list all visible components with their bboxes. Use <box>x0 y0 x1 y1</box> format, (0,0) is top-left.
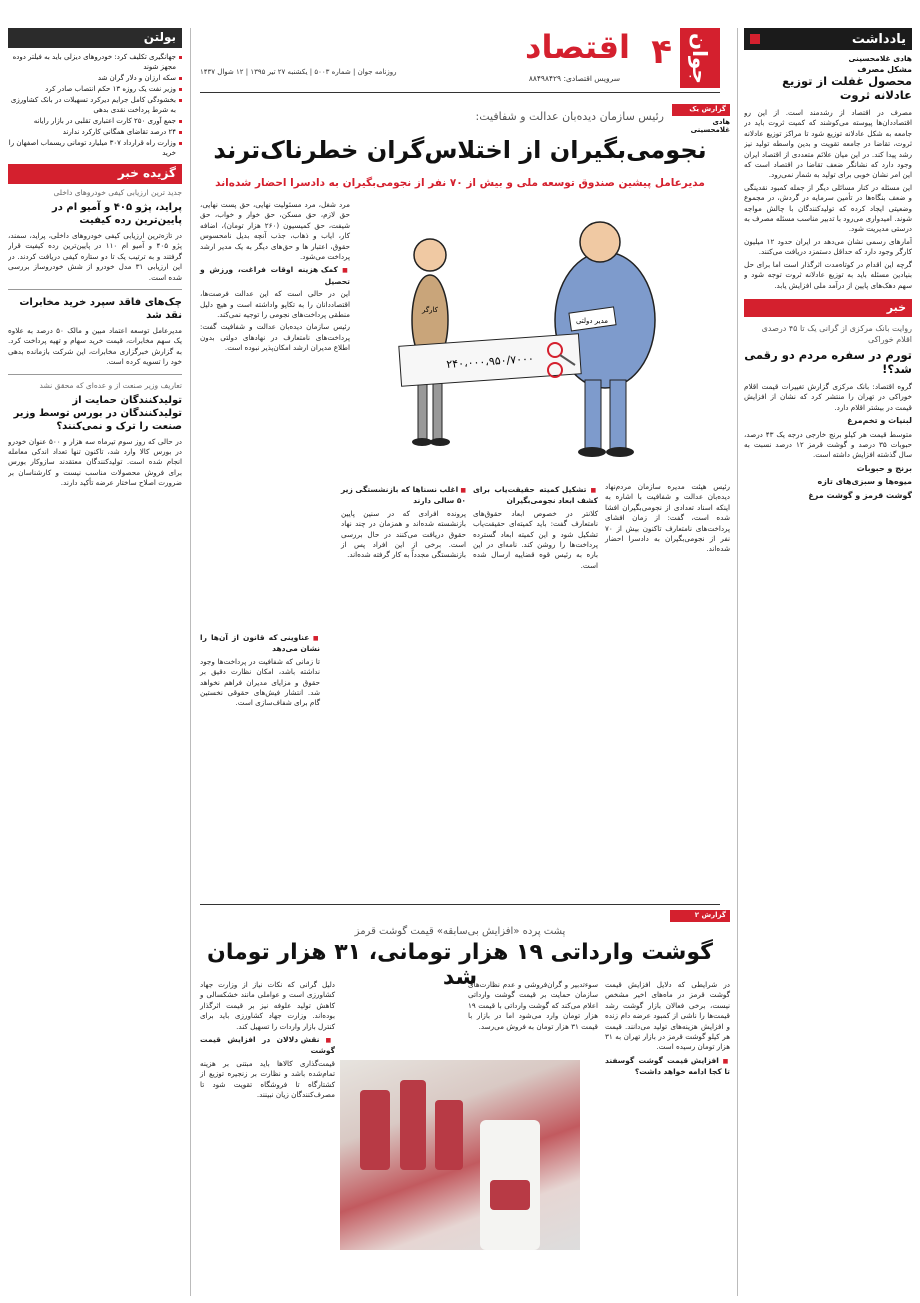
paragraph: کلانتر در خصوص ابعاد حقوق‌های نامتعارف گفت: باید کمیته‌ای حقیقت‌یاب تشکیل شود و این کمیته ابعاد گسترده پرداخت‌ها را روشن کند. نامه‌ای در این باره به رئیس قوه قضاییه ارسال شده است. <box>473 508 598 570</box>
story1-column <box>473 482 598 902</box>
paragraph: مرد شغل، مرد مسئولیت نهایی، حق پست نهایی، حق لازم، حق مسکن، حق خوار و خواب، حق شیفت، حق کمیسیون (۲۶۰ هزار تومان)، اضافه کار، ایاب و ذهاب، جذب آنچه بدیل نامحسوس حقوق، اعتبار ها و حق‌های دیگر به یک مدیر ارشد پرداخت می‌شود. <box>200 200 350 262</box>
report-author: هادی غلامحسینی <box>690 118 730 134</box>
digest-item-title[interactable]: تولیدکنندگان حمایت از تولیدکنندگان در بورس توسط وزیر صنعت را ترک و نمی‌کنند؟ <box>13 394 182 432</box>
story2-column <box>605 980 730 1270</box>
story1-side-text <box>200 200 350 620</box>
cartoon-cheque-amount: ۲۴۰،۰۰۰،۹۵۰/۷۰۰۰ <box>445 351 535 372</box>
digest-banner: گزیده خبر <box>8 164 182 184</box>
section-subhead: ■ نقش دلالان در افزایش قیمت گوشت <box>200 1035 335 1057</box>
bulletin-list <box>8 52 182 158</box>
paragraph: رئیس هیئت مدیره سازمان مردم‌نهاد دیده‌بان عدالت و شفافیت با اشاره به اینکه اسناد تعدادی از نجومی‌بگیران افشا شده است، گفت: از زمان افشای پرداخت‌های نامتعارف تاکنون بیش از ۷۰ نفر از نجومی‌بگیران به دادسرا احضار شده‌اند. <box>605 482 730 554</box>
masthead-rule <box>200 92 720 93</box>
story2-headline[interactable]: گوشت وارداتی ۱۹ هزار تومانی، ۳۱ هزار تومان شد <box>207 940 713 990</box>
meat-carcass <box>435 1100 463 1170</box>
paragraph: قیمت‌گذاری کالاها باید مبتنی بر هزینه تمام‌شده باشد و نظارت بر زنجیره توزیع از کشتارگاه تا فروشگاه تقویت شود تا مصرف‌کنندگان زیان نبینند. <box>200 1058 335 1100</box>
story-kicker: رئیس سازمان دیده‌بان عدالت و شفافیت: <box>475 110 664 123</box>
news-body <box>744 382 912 501</box>
digest-item-body: در تازه‌ترین ارزیابی کیفی خودروهای داخلی، پراید، سمند، پژو ۴۰۵ و آمیو ام ۱۱۰ در پایین‌ترین رده کیفیت قرار گرفتند و به ترتیب یک تا دو ستاره کیفی دریافت کردند. در این ارزیابی ۳۱ مدل خودرو از شش خودروساز بررسی شده است. <box>8 231 182 282</box>
meat-carcass <box>360 1090 390 1170</box>
news-paragraph: گروه اقتصاد: بانک مرکزی گزارش تغییرات قیمت اقلام خوراکی در تهران را منتشر کرد که نشان از افزایش قیمت در بیشتر اقلام دارد. <box>744 381 912 412</box>
section-subhead: ■ اغلب نسنا‌ها که بازنشستگی زیر ۵۰ سالی دارند <box>341 485 466 507</box>
note-subtitle: مشکل مصرف <box>857 65 912 74</box>
digest-item-body: در حالی که روز سوم تیرماه سه هزار و ۵۰۰ عنوان خودرو در بورس کالا وارد شد، تاکنون تنها تعداد اندکی معامله انجام شده است. تولیدکنندگان معتقدند سازوکار بورس برای فروش محصولات مناسب نیست و کارشناسان بر ضرورت اصلاح ساختار عرضه تأکید دارند. <box>8 436 182 488</box>
note-paragraph: این مسئله در کنار مسائلی دیگر از جمله کمبود نقدینگی و ضعف بنگاه‌ها در تأمین سرمایه در گردش، در مجموع وضعیتی ایجاد کرده که تولیدکنندگان با چالش مواجه شوند. امیدواری می‌رود با تدبیر مناسب مسئله مصرف به درستی مدیریت شود. <box>744 182 912 234</box>
bulletin-item[interactable]: جمع آوری ۲۵۰ کارت اعتباری تقلبی در بازار رایانه <box>8 116 182 126</box>
news-subhead: لبنیات و تخم‌مرغ <box>847 416 912 426</box>
cartoon-label-worker: کارگر <box>421 306 439 314</box>
bulletin-item[interactable]: وزارت راه قرارداد ۳۰۷ میلیارد تومانی ریسماب اصفهان را خرید <box>8 138 182 158</box>
right-column <box>744 28 912 1296</box>
note-title: محصول غفلت از توزیع عادلانه ثروت <box>782 74 912 102</box>
section-name: اقتصاد <box>525 28 630 66</box>
paragraph: پرونده افرادی که در سنین پایین بازنشسته شده‌اند و همزمان در چند نهاد حقوق دریافت می‌کنند در حال بررسی است. برخی از این افراد پس از بازنشستگی مجدداً به کار گرفته شده‌اند. <box>341 508 466 560</box>
paragraph: دلیل گرانی که نکات نیاز از وزارت جهاد کشاورزی است و عواملی مانند خشکسالی و کاهش تولید علوفه نیز بر قیمت اثرگذار بوده‌اند. وزارت جهاد کشاورزی باید برای کنترل بازار واردات را تسهیل کند. <box>200 980 335 1031</box>
divider <box>8 289 182 290</box>
note-banner <box>744 28 912 50</box>
left-column <box>8 28 182 1296</box>
note-paragraph: گرچه این اقدام در کوتاه‌مدت اثرگذار است اما برای حل بنیادین مسئله باید به توزیع عادلانه ثروت توجه شود و سهم دهک‌های پایین از درآمد ملی افزایش یابد. <box>744 259 912 290</box>
note-paragraph: مصرف در اقتصاد از رشدمند است. از این رو اقتصاددان‌ها پیوسته می‌کوشند که کمیت ثروت باید در جامعه به شکل عادلانه توزیع شود تا مراکز توزیع عادلانه ثروت، تقاضا در جامعه تقویت و بدین واسطه تولید نیز رشد پیدا کند. در این میان علائم متعددی از اقتصاد ایران وجود دارد که نشانگر ضعف تقاضا در اقتصاد است که این امر نشان خوبی برای تولید به شمار نمی‌رود. <box>744 108 912 180</box>
bulletin-item[interactable]: ۲۴ درصد تقاضای همگانی کارکرد ندارند <box>8 127 182 137</box>
service-phone: سرویس اقتصادی: ۸۸۴۹۸۴۲۹ <box>528 74 620 83</box>
sub-headline: مدیرعامل پیشین صندوق توسعه ملی و بیش از ۷۰ نفر از نجومی‌بگیران به دادسرا احضار شده‌اند <box>215 177 705 189</box>
column-divider <box>190 28 191 1296</box>
news-paragraph: متوسط قیمت هر کیلو برنج خارجی درجه یک ۴۳ درصد، حبوبات ۳۵ درصد و گوشت قرمز ۱۲ درصد نسبت به سال گذشته افزایش داشته است. <box>744 429 912 460</box>
news-lead: روایت بانک مرکزی از گرانی یک تا ۴۵ درصدی اقلام خوراکی <box>761 323 912 344</box>
report-tag: گزارش یک <box>672 104 730 116</box>
section-subhead: ■ کمک هزینه اوقات فراغت، ورزش و تحصیل <box>200 265 350 287</box>
newspaper-logo[interactable]: جوان <box>680 28 720 88</box>
report-tag: گزارش ۲ <box>670 910 730 922</box>
paragraph: این در حالی است که این عدالت فرصت‌ها، اقتصاددانان را به تکاپو واداشته است و هیچ دلیل منطقی پرداخت‌های نجومی را توجیه نمی‌کند. <box>200 289 350 320</box>
digest-item-title[interactable]: پراید، پژو ۴۰۵ و آمیو ام در پایین‌ترین رده کیفیت <box>52 202 182 226</box>
news-subhead: گوشت قرمز و گوشت مرغ <box>808 490 912 500</box>
paragraph: سوءتدبیر و گران‌فروشی و عدم نظارت‌های سازمان حمایت بر قیمت گوشت وارداتی اعلام می‌کند که گوشت وارداتی با قیمت ۱۹ هزار تومان وارد می‌شود اما در بازار با قیمت ۳۱ هزار تومان به فروش می‌رسد. <box>468 980 598 1031</box>
cartoon-label-manager: مدیر دولتی <box>575 317 609 325</box>
bulletin-banner: بولتن <box>8 28 182 48</box>
divider <box>8 374 182 375</box>
bulletin-item[interactable]: جهانگیری تکلیف کرد: خودروهای دیزلی باید به فیلتر دوده مجهز شوند <box>8 52 182 72</box>
section-subhead: ■ تشکیل کمیته حقیقت‌یاب برای کشف ابعاد نجومی‌بگیران <box>473 485 598 507</box>
note-paragraph: آمارهای رسمی نشان می‌دهد در ایران حدود ۱۲ میلیون کارگر وجود دارد که حداقل دستمزد دریافت می‌کنند. <box>744 236 912 257</box>
news-subhead: برنج و حبوبات <box>856 463 912 473</box>
news-banner: خبر <box>744 299 912 317</box>
meat-piece <box>490 1180 530 1210</box>
story-divider <box>200 904 720 905</box>
digest-item-title[interactable]: چک‌های فاقد سپرد خرید مخابرات نقد شد <box>19 297 182 322</box>
meat-carcass <box>400 1080 426 1170</box>
editorial-cartoon <box>360 200 720 480</box>
story2-column <box>468 980 598 1055</box>
banner-square-icon <box>750 34 760 44</box>
digest-item-kicker: تعاریف وزیر صنعت از و عده‌ای که محقق نشد <box>39 380 182 390</box>
issue-info: روزنامه جوان | شماره ۵۰۰۳ | یکشنبه ۲۷ تیر ۱۳۹۵ | ۱۲ شوال ۱۴۳۷ <box>200 68 397 76</box>
main-headline[interactable]: نجومی‌بگیران از اختلاس‌گران خطرناک‌ترند <box>213 136 707 164</box>
story1-column <box>341 482 466 902</box>
note-banner-label: یادداشت <box>851 31 906 47</box>
story2-kicker: پشت پرده «افزایش بی‌سابقه» قیمت گوشت قرمز <box>354 926 566 937</box>
section-subhead: ■ افزایش قیمت گوشت گوسفند تا کجا ادامه خواهد داشت؟ <box>605 1056 730 1078</box>
paragraph: رئیس سازمان دیده‌بان عدالت و شفافیت گفت: پرداخت‌های نامتعارف در نهادهای دولتی بدون اطلاع مدیران ارشد امکان‌پذیر نبوده است. <box>200 322 350 353</box>
story1-column <box>605 482 730 902</box>
cartoon-illustration <box>360 200 720 480</box>
digest-item-kicker: جدید ترین ارزیابی کیفی خودروهای داخلی <box>53 188 182 197</box>
paragraph: تا زمانی که شفافیت در پرداخت‌ها وجود نداشته باشد، امکان نظارت دقیق بر حقوق و مزایای مدیران فراهم نخواهد شد. انتشار فیش‌های حقوقی نخستین گام برای شفاف‌سازی است. <box>200 656 320 708</box>
page-number: ۴ <box>651 32 672 72</box>
story2-column <box>200 980 335 1270</box>
bulletin-item[interactable]: وزیر نفت یک روزه ۱۳ حکم انتصاب صادر کرد <box>8 84 182 94</box>
note-body <box>744 108 912 291</box>
bulletin-item[interactable]: بخشودگی کامل جرایم دیرکرد تسهیلات در بانک کشاورزی به شرط پرداخت نقدی بدهی <box>8 95 182 115</box>
masthead <box>200 28 720 88</box>
section-subhead: ■ عناوینی که قانون از آن‌ها را نشان می‌دهد <box>200 633 320 655</box>
digest-item-body: مدیرعامل توسعه اعتماد مبین و مالک ۵۰ درصد به علاوه یک سهم مخابرات، قیمت خرید سهام و تهیه پرداخت کرد. به گزارش خبرگزاری مخابرات، این شرکت بازمانده بدهی خود را تسویه کرده است. <box>8 326 182 367</box>
column-divider <box>737 28 738 1296</box>
bulletin-item[interactable]: سکه ارزان و دلار گران شد <box>8 73 182 83</box>
news-subhead: میوه‌ها و سبزی‌های تازه <box>817 477 912 487</box>
news-title: تورم در سفره مردم دو رقمی شد؟! <box>744 347 912 376</box>
note-author: هادی غلامحسینی <box>848 54 912 63</box>
paragraph: در شرایطی که دلایل افزایش قیمت گوشت قرمز در ماه‌های اخیر مشخص نیست، برخی فعالان بازار گوشت رشد قیمت‌ها را ناشی از کمبود عرضه دام زنده و افزایش هزینه‌های تولید می‌دانند. قیمت هر کیلو گوشت قرمز در بازار تهران به ۳۱ هزار تومان رسیده است. <box>605 980 730 1052</box>
butcher-photo <box>340 1060 580 1250</box>
